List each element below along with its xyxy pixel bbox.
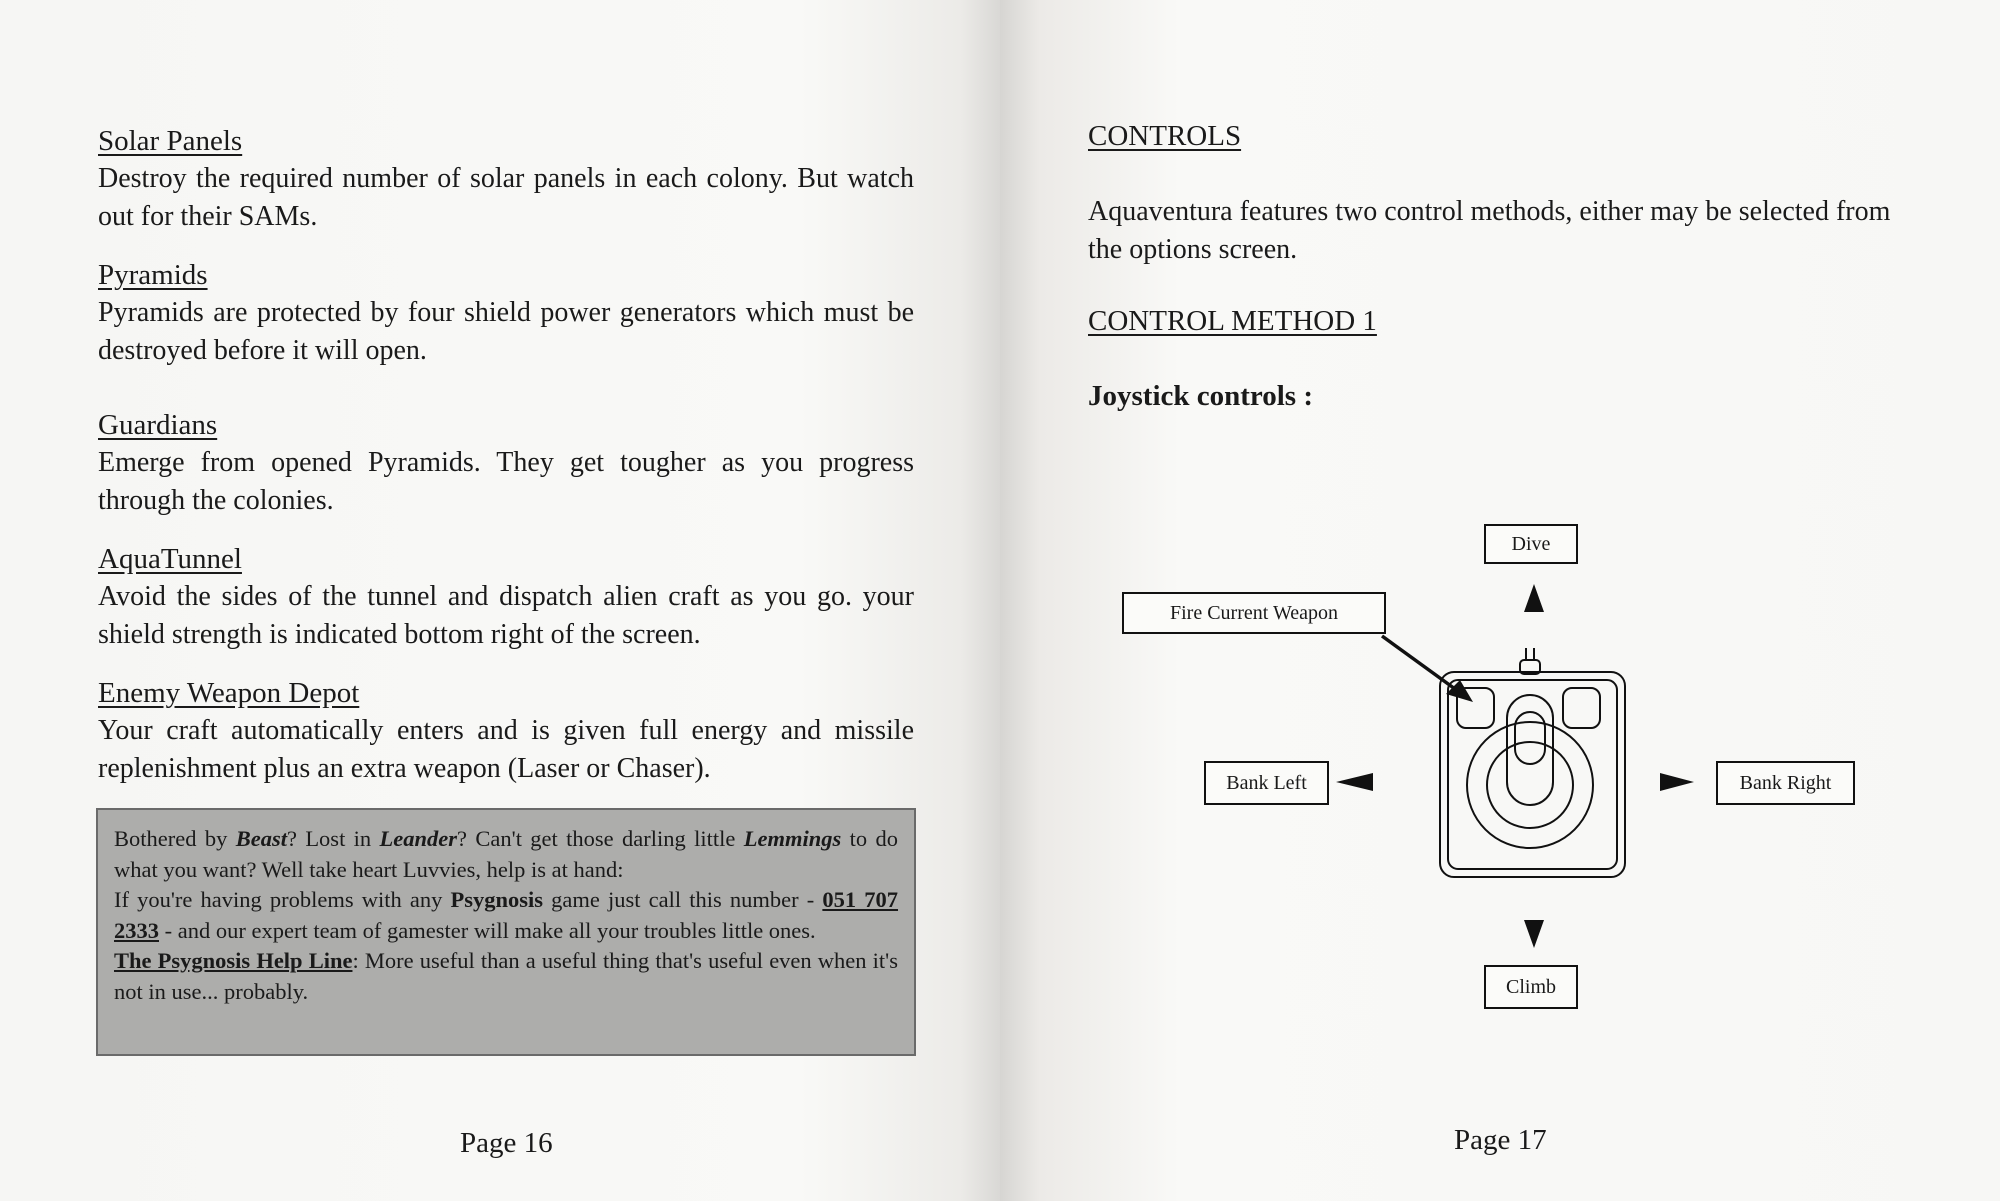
help-line-name: The Psygnosis Help Line — [114, 948, 353, 973]
fire-current-weapon-label: Fire Current Weapon — [1122, 592, 1386, 634]
climb-arrow — [1524, 920, 1544, 948]
help-text: - and our expert team of gamester will make all your troubles little ones. — [159, 917, 816, 943]
right-page — [1000, 0, 2000, 1201]
game-name-beast: Beast — [235, 826, 287, 851]
control-method-heading: CONTROL METHOD 1 — [1088, 305, 1377, 337]
bank-right-arrow — [1660, 773, 1694, 791]
game-name-leander: Leander — [379, 826, 458, 851]
bank-left-label: Bank Left — [1204, 761, 1329, 805]
section-body: Avoid the sides of the tunnel and dispatch alien craft as you go. your shield strength is indicated bottom right of the screen. — [98, 581, 914, 650]
fire-arrow-line — [1382, 636, 1462, 694]
help-phone-number: 051 707 2333 — [114, 887, 899, 943]
section-title: Enemy Weapon Depot — [98, 677, 360, 709]
joystick-outer-ring — [1467, 722, 1593, 848]
page-number: Page 16 — [460, 1127, 553, 1159]
joystick-fire-button-right — [1563, 688, 1600, 728]
dive-label: Dive — [1484, 524, 1578, 564]
section-body: Emerge from opened Pyramids. They get tougher as you progress through the colonies. — [98, 447, 914, 516]
section-title: Guardians — [98, 409, 218, 441]
help-line-box — [96, 808, 916, 1056]
section-solar-panels — [98, 122, 914, 236]
section-body: Destroy the required number of solar panels in each colony. But watch out for their SAMs. — [98, 163, 914, 232]
section-title: AquaTunnel — [98, 543, 242, 575]
help-text: Bothered by — [114, 826, 236, 851]
company-name: Psygnosis — [450, 887, 544, 912]
climb-label: Climb — [1484, 965, 1578, 1009]
page-number: Page 17 — [1454, 1124, 1547, 1156]
section-title: Pyramids — [98, 259, 208, 291]
bank-right-label: Bank Right — [1716, 761, 1855, 805]
game-name-lemmings: Lemmings — [743, 826, 842, 851]
joystick-grip — [1515, 712, 1545, 764]
dive-arrow — [1524, 584, 1544, 612]
section-title: Solar Panels — [98, 125, 243, 157]
section-body: Pyramids are protected by four shield power generators which must be destroyed before it will open. — [98, 297, 914, 366]
controls-intro: Aquaventura features two control methods, either may be selected from the options screen. — [1088, 196, 1891, 265]
section-enemy-weapon-depot — [98, 674, 914, 788]
joystick-controls-heading: Joystick controls : — [1088, 380, 1314, 412]
help-text: : More useful than a useful thing that's useful even when it's not in use... probably. — [114, 948, 898, 1004]
controls-heading: CONTROLS — [1088, 120, 1242, 152]
help-text: ? Can't get those darling little — [457, 826, 744, 851]
help-text: game just call this number - — [543, 887, 823, 912]
section-pyramids — [98, 256, 914, 370]
section-guardians — [98, 406, 914, 520]
joystick-inner-ring — [1487, 742, 1573, 828]
help-text: to do what you want? Well take heart Luvvies, help is at hand: — [114, 826, 898, 882]
help-text: If you're having problems with any — [114, 887, 451, 912]
section-body: Your craft automatically enters and is given full energy and missile replenishment plus an extra weapon (Laser or Chaser). — [98, 715, 914, 784]
section-aquatunnel — [98, 540, 914, 654]
bank-left-arrow — [1336, 773, 1373, 791]
help-text: ? Lost in — [286, 826, 380, 851]
